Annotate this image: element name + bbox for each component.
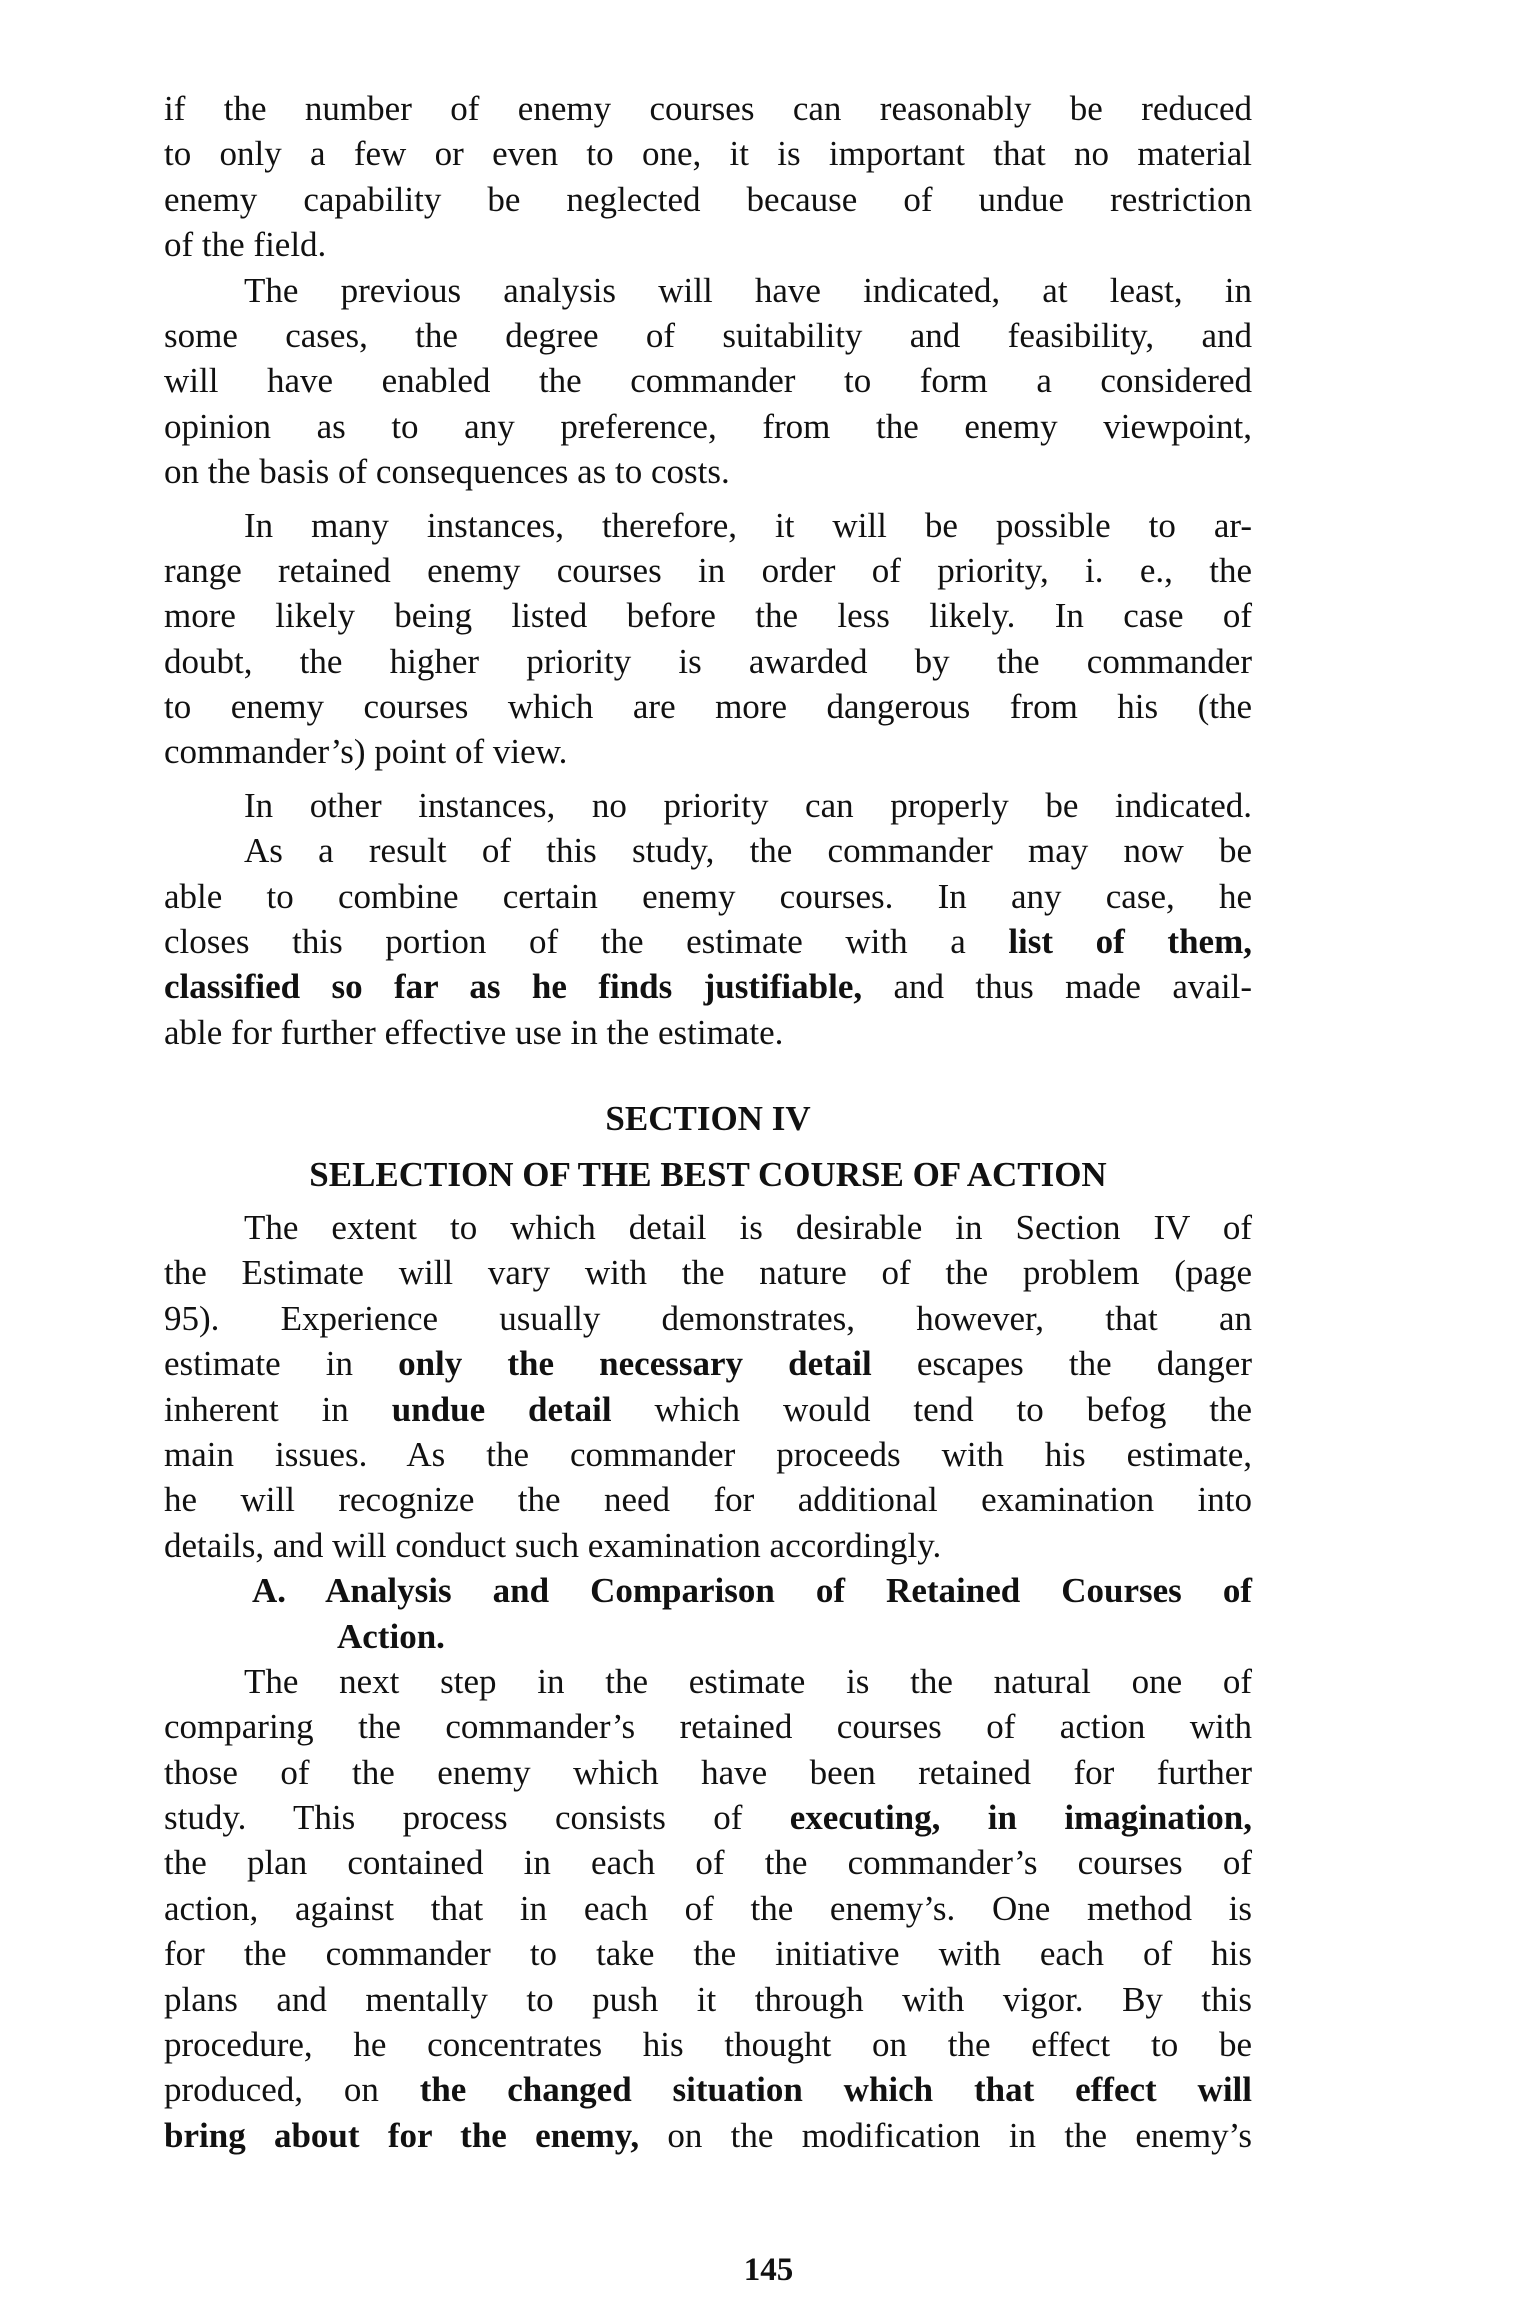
bold-text: classified so far as he finds justifiable,	[164, 967, 863, 1007]
text-run: some cases, the degree of suitability and feasibility, and	[164, 315, 1252, 355]
text-line	[164, 404, 1252, 449]
text-run: study. This process consists of	[164, 1798, 790, 1838]
section-heading	[164, 1152, 1252, 1197]
text-run: action, against that in each of the enemy’s. One method is	[164, 1888, 1252, 1928]
text-run: which would tend to befog the	[611, 1389, 1252, 1429]
text-line	[164, 874, 1252, 919]
text-line	[164, 2022, 1252, 2067]
text-run: range retained enemy courses in order of priority, i. e., the	[164, 550, 1252, 590]
text-run: on the basis of consequences as to costs.	[164, 452, 730, 492]
text-run: SELECTION OF THE BEST COURSE OF ACTION	[309, 1154, 1107, 1194]
text-line	[164, 313, 1252, 358]
text-run: The extent to which detail is desirable in Section IV of	[244, 1207, 1252, 1247]
text-run: to enemy courses which are more dangerous from his (the	[164, 687, 1252, 727]
text-run: produced, on	[164, 2070, 420, 2110]
text-run: more likely being listed before the less likely. In case of	[164, 596, 1252, 636]
text-run: the plan contained in each of the commander’s courses of	[164, 1843, 1252, 1883]
text-line	[164, 1977, 1252, 2022]
text-line	[164, 1387, 1252, 1432]
text-run: procedure, he concentrates his thought on the effect to be	[164, 2025, 1252, 2065]
text-line	[164, 503, 1252, 548]
text-line	[164, 548, 1252, 593]
text-line	[164, 1659, 1252, 1704]
text-line	[164, 729, 1252, 774]
text-line	[164, 1931, 1252, 1976]
text-run: he will recognize the need for additional examination into	[164, 1480, 1252, 1520]
bold-text: the changed situation which that effect will	[419, 2070, 1252, 2110]
text-run: escapes the danger	[871, 1344, 1252, 1384]
text-run: and thus made avail-	[862, 967, 1252, 1007]
bold-text: Action.	[337, 1616, 445, 1656]
text-line	[164, 131, 1252, 176]
text-run: those of the enemy which have been retained for further	[164, 1752, 1252, 1792]
text-run: SECTION IV	[605, 1099, 811, 1139]
text-line	[164, 1886, 1252, 1931]
text-run: 95). Experience usually demonstrates, however, that an	[164, 1298, 1252, 1338]
text-line	[164, 1296, 1252, 1341]
text-run: commander’s) point of view.	[164, 732, 568, 772]
text-line	[164, 1250, 1252, 1295]
subsection-heading	[164, 1614, 1252, 1659]
bold-text: bring about for the enemy,	[164, 2115, 640, 2155]
text-run: doubt, the higher priority is awarded by the commander	[164, 641, 1252, 681]
text-line	[164, 639, 1252, 684]
text-line	[164, 1477, 1252, 1522]
document-body	[164, 86, 1252, 2158]
text-run: the Estimate will vary with the nature of the problem (page	[164, 1253, 1252, 1293]
text-line	[164, 964, 1252, 1009]
text-line	[164, 1341, 1252, 1386]
text-line	[164, 684, 1252, 729]
text-line	[164, 1010, 1252, 1055]
text-run: As a result of this study, the commander may now be	[244, 831, 1252, 871]
text-run: to only a few or even to one, it is important that no material	[164, 134, 1252, 174]
text-line	[164, 1523, 1252, 1568]
text-line	[164, 919, 1252, 964]
text-run: main issues. As the commander proceeds with his estimate,	[164, 1434, 1252, 1474]
text-line	[164, 1704, 1252, 1749]
text-line	[164, 783, 1252, 828]
text-line	[164, 222, 1252, 267]
text-line	[164, 828, 1252, 873]
bold-text: executing, in imagination,	[789, 1798, 1252, 1838]
text-line	[164, 358, 1252, 403]
text-line	[164, 177, 1252, 222]
text-run: if the number of enemy courses can reasonably be reduced	[164, 89, 1252, 128]
text-line	[164, 1750, 1252, 1795]
text-run: able to combine certain enemy courses. In any case, he	[164, 876, 1252, 916]
text-run: details, and will conduct such examination accordingly.	[164, 1525, 942, 1565]
page-number: 145	[743, 2252, 794, 2288]
text-run: The previous analysis will have indicated, at least, in	[244, 270, 1252, 310]
bold-text: only the necessary detail	[398, 1344, 872, 1384]
text-run: enemy capability be neglected because of undue restriction	[164, 179, 1252, 219]
text-run: In other instances, no priority can properly be indicated.	[244, 785, 1252, 825]
text-run: closes this portion of the estimate with a	[164, 922, 1009, 962]
text-run: inherent in	[164, 1389, 392, 1429]
text-line	[164, 2067, 1252, 2112]
text-run: opinion as to any preference, from the enemy viewpoint,	[164, 406, 1252, 446]
text-line	[164, 1205, 1252, 1250]
subsection-heading	[164, 1568, 1252, 1613]
text-run: plans and mentally to push it through with vigor. By this	[164, 1979, 1252, 2019]
text-run: of the field.	[164, 225, 327, 265]
text-line	[164, 593, 1252, 638]
text-line	[164, 1840, 1252, 1885]
bold-text: list of them,	[1008, 922, 1252, 962]
text-line	[164, 86, 1252, 131]
text-run: comparing the commander’s retained courses of action with	[164, 1707, 1252, 1747]
bold-text: undue detail	[391, 1389, 612, 1429]
text-line	[164, 1795, 1252, 1840]
text-run: In many instances, therefore, it will be possible to ar-	[244, 505, 1252, 545]
text-run: for the commander to take the initiative with each of his	[164, 1934, 1252, 1974]
section-heading	[164, 1096, 1252, 1141]
text-line	[164, 268, 1252, 313]
text-run: will have enabled the commander to form a considered	[164, 361, 1252, 401]
text-line	[164, 449, 1252, 494]
text-line	[164, 2113, 1252, 2158]
text-run: The next step in the estimate is the natural one of	[244, 1661, 1252, 1701]
text-line	[164, 1432, 1252, 1477]
text-run: estimate in	[164, 1344, 399, 1384]
text-run: on the modification in the enemy’s	[639, 2115, 1252, 2155]
bold-text: A. Analysis and Comparison of Retained Courses of	[252, 1571, 1252, 1611]
text-run: able for further effective use in the estimate.	[164, 1012, 784, 1052]
